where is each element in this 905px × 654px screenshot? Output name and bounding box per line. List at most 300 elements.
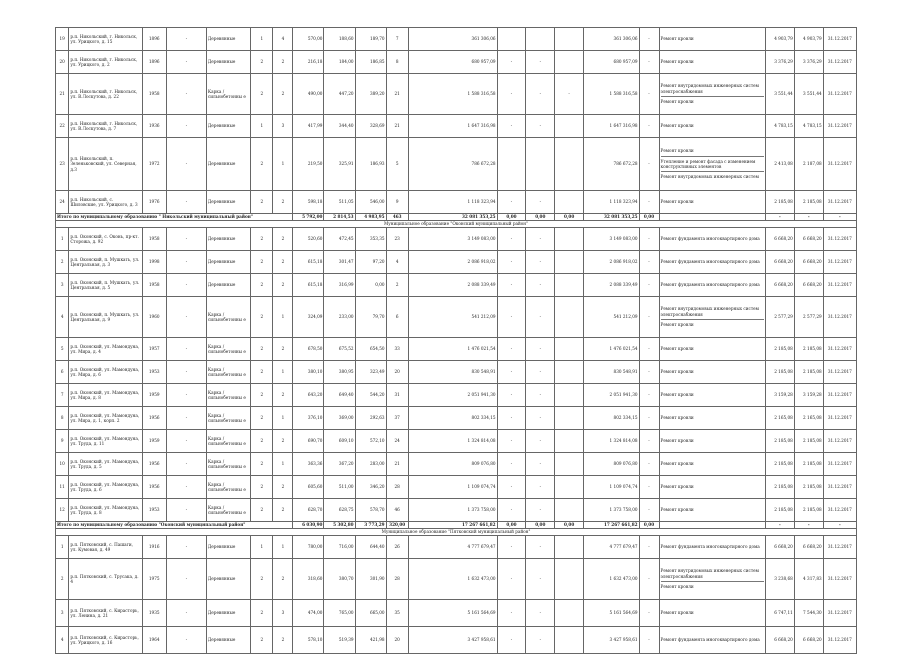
- empty-cell: -: [166, 74, 206, 115]
- unit-cost-cell: 3 551,44: [766, 74, 795, 115]
- total-area-cell: 216,18: [293, 51, 324, 74]
- cost-cell: 2 051 941,30: [408, 384, 497, 407]
- work-type: Ремонт кровли: [660, 438, 694, 444]
- total-area-cell: 605,60: [293, 476, 324, 499]
- year-cell: 1975: [142, 559, 166, 600]
- address-cell: р.п. Пятковский, с. Трусака, д. 4: [69, 559, 142, 600]
- wall-material-cell: Деревянные: [206, 536, 250, 559]
- residents-cell: 33: [386, 338, 408, 361]
- living-area-cell: 628,75: [324, 499, 355, 522]
- floors-cell: 2: [251, 274, 273, 297]
- total-area-cell: 363,36: [293, 453, 324, 476]
- year-cell: 1964: [142, 627, 166, 654]
- unit-cost-sum: -: [766, 214, 795, 221]
- other-fund-sum: 0,00: [639, 214, 659, 221]
- year-cell: 1953: [142, 499, 166, 522]
- empty-cell: -: [166, 499, 206, 522]
- total-area-cell: 324,09: [293, 297, 324, 338]
- private-area-sum: 4 983,95: [355, 214, 386, 221]
- cost-cell: 3 149 083,00: [408, 228, 497, 251]
- total-area-cell: 474,00: [293, 600, 324, 627]
- address-cell: р.п. Оконский, ул. Мамондуна, ул. Мира, д. 8: [69, 384, 142, 407]
- max-cost-cell: 2 185,08: [794, 191, 823, 214]
- unit-cost-cell: 2 185,08: [766, 476, 795, 499]
- address-cell: р.п. Никольский, с. Шиловские, ул. Урицкого, д. 3: [69, 191, 142, 214]
- floors-cell: 2: [251, 51, 273, 74]
- address-cell: р.п. Пятковский, с. Пашаги, ул. Кумовая, д. 49: [69, 536, 142, 559]
- table-body: [56, 28, 857, 654]
- unit-cost-cell: 6 668,20: [766, 627, 795, 654]
- owners-fund-cell: 1 632 473,00: [584, 559, 639, 600]
- deadline-cell: 31.12.2017: [823, 476, 856, 499]
- private-area-cell: 644,40: [355, 536, 386, 559]
- total-row: [56, 522, 857, 529]
- private-area-cell: 421,98: [355, 627, 386, 654]
- address-cell: р.п. Никольский, г. Никольск, ул. Урицкого, д. 2: [69, 51, 142, 74]
- wall-material-cell: Карка / сильнобетонны е: [206, 476, 250, 499]
- residents-cell: 21: [386, 115, 408, 138]
- fund-regional-cell: -: [526, 499, 555, 522]
- deadline-cell: 31.12.2017: [823, 274, 856, 297]
- empty-cell: -: [166, 407, 206, 430]
- unit-cost-cell: 3 159,28: [766, 384, 795, 407]
- table-row: [56, 600, 857, 627]
- entrances-cell: 2: [273, 338, 293, 361]
- living-area-cell: 301,47: [324, 251, 355, 274]
- owners-fund-cell: 2 086 918,02: [584, 251, 639, 274]
- cost-cell: 541 212,09: [408, 297, 497, 338]
- cost-cell: 830 548,91: [408, 361, 497, 384]
- max-cost-cell: 4 783,15: [794, 115, 823, 138]
- residents-cell: 20: [386, 361, 408, 384]
- fund-regional-cell: -: [526, 361, 555, 384]
- fund-federal-cell: -: [497, 51, 526, 74]
- deadline-cell: 31.12.2017: [823, 499, 856, 522]
- table-row: [56, 28, 857, 51]
- living-area-cell: 447,20: [324, 74, 355, 115]
- address-cell: р.п. Оконский, с. Оконь, пр-кт. Сторожа, д. 92: [69, 228, 142, 251]
- unit-cost-cell: 2 165,08: [766, 407, 795, 430]
- fund-regional-cell: -: [526, 338, 555, 361]
- address-cell: р.п. Оконский, п. Мушкать, ул. Центральная, д. 9: [69, 297, 142, 338]
- table-row: [56, 251, 857, 274]
- work-type: Ремонт кровли: [660, 484, 694, 490]
- empty-cell: -: [166, 28, 206, 51]
- floors-cell: 2: [251, 453, 273, 476]
- table-row: [56, 536, 857, 559]
- total-area-cell: 376,10: [293, 407, 324, 430]
- table-row: [56, 338, 857, 361]
- unit-cost-cell: 2 185,08: [766, 361, 795, 384]
- address-cell: р.п. Пятковский, с. Кирасторь, ул. Урицкого, д. 16: [69, 627, 142, 654]
- private-area-cell: 186,85: [355, 51, 386, 74]
- fund-local-cell: [555, 430, 584, 453]
- register-table: [55, 27, 857, 654]
- fund-local-cell: [555, 407, 584, 430]
- year-cell: 1959: [142, 430, 166, 453]
- other-fund-cell: -: [639, 28, 659, 51]
- fund-local-sum: 0,00: [555, 522, 584, 529]
- residents-sum: 320,00: [386, 522, 408, 529]
- fund-regional-cell: [526, 138, 555, 191]
- address-cell: р.п. Оконский, ул. Мамондуна, ул. Труда, д. 8: [69, 499, 142, 522]
- address-cell: р.п. Пятковский, с. Кирасторь, ул. Ленина, д. 21: [69, 600, 142, 627]
- fund-regional-cell: -: [526, 115, 555, 138]
- living-area-cell: 369,00: [324, 407, 355, 430]
- work-type: Ремонт кровли: [660, 123, 694, 129]
- address-cell: р.п. Оконский, ул. Мамондуна, ул. Мира, д. 1, корп. 2: [69, 407, 142, 430]
- empty-cell: -: [166, 476, 206, 499]
- residents-cell: 4: [386, 251, 408, 274]
- total-area-cell: 520,60: [293, 228, 324, 251]
- max-cost-cell: 7 544,30: [794, 600, 823, 627]
- empty-cell: -: [166, 297, 206, 338]
- owners-fund-cell: 680 957,09: [584, 51, 639, 74]
- max-cost-cell: 2 185,08: [794, 476, 823, 499]
- year-cell: 1976: [142, 191, 166, 214]
- fund-regional-cell: -: [526, 476, 555, 499]
- deadline-cell: 31.12.2017: [823, 74, 856, 115]
- year-cell: 1958: [142, 74, 166, 115]
- cost-cell: 5 161 564,69: [408, 600, 497, 627]
- other-fund-cell: -: [639, 536, 659, 559]
- fund-regional-cell: -: [526, 536, 555, 559]
- total-area-cell: 417,99: [293, 115, 324, 138]
- fund-federal-cell: -: [497, 251, 526, 274]
- other-fund-cell: -: [639, 407, 659, 430]
- floors-cell: 1: [251, 115, 273, 138]
- row-number: 11: [56, 476, 69, 499]
- owners-fund-cell: 5 161 564,69: [584, 600, 639, 627]
- wall-material-cell: Деревянные: [206, 115, 250, 138]
- fund-federal-cell: -: [497, 115, 526, 138]
- works-cell: [659, 499, 766, 522]
- works-cell: [659, 430, 766, 453]
- unit-cost-cell: 2 185,08: [766, 338, 795, 361]
- residents-cell: 5: [386, 138, 408, 191]
- deadline-sum: -: [823, 522, 856, 529]
- works-cell: [659, 453, 766, 476]
- living-area-cell: 325,91: [324, 138, 355, 191]
- deadline-cell: 31.12.2017: [823, 361, 856, 384]
- work-type: Ремонт кровли: [660, 36, 694, 42]
- floors-cell: 2: [251, 430, 273, 453]
- floors-cell: 2: [251, 138, 273, 191]
- residents-cell: 31: [386, 384, 408, 407]
- owners-fund-cell: 2 051 941,30: [584, 384, 639, 407]
- fund-local-cell: [555, 191, 584, 214]
- table-row: [56, 627, 857, 654]
- fund-regional-cell: [526, 28, 555, 51]
- other-fund-cell: -: [639, 115, 659, 138]
- cost-cell: 2 086 918,02: [408, 251, 497, 274]
- residents-cell: 21: [386, 453, 408, 476]
- row-number: 8: [56, 407, 69, 430]
- section-header: [56, 221, 857, 228]
- fund-regional-sum: 0,00: [526, 522, 555, 529]
- fund-local-cell: [555, 297, 584, 338]
- empty-cell: -: [166, 251, 206, 274]
- deadline-cell: 31.12.2017: [823, 251, 856, 274]
- residents-cell: 9: [386, 191, 408, 214]
- unit-cost-cell: 6 668,20: [766, 274, 795, 297]
- year-cell: 1958: [142, 228, 166, 251]
- deadline-cell: 31.12.2017: [823, 191, 856, 214]
- fund-federal-cell: -: [497, 338, 526, 361]
- floors-cell: 2: [251, 191, 273, 214]
- empty-cell: -: [166, 338, 206, 361]
- year-cell: 1896: [142, 28, 166, 51]
- cost-cell: 1 476 021,54: [408, 338, 497, 361]
- private-area-cell: 301,90: [355, 559, 386, 600]
- works-cell: [659, 28, 766, 51]
- work-type: Ремонт кровли: [660, 392, 694, 398]
- row-number: 4: [56, 297, 69, 338]
- floors-cell: 2: [251, 627, 273, 654]
- fund-regional-sum: 0,00: [526, 214, 555, 221]
- private-area-cell: 546,00: [355, 191, 386, 214]
- unit-cost-cell: 6 668,20: [766, 251, 795, 274]
- fund-federal-sum: 0,00: [497, 522, 526, 529]
- row-number: 9: [56, 430, 69, 453]
- entrances-cell: 3: [273, 115, 293, 138]
- cost-cell: 1 324 814,08: [408, 430, 497, 453]
- fund-federal-sum: 0,00: [497, 214, 526, 221]
- entrances-cell: 2: [273, 228, 293, 251]
- fund-regional-cell: -: [526, 251, 555, 274]
- works-cell: [659, 559, 766, 600]
- owners-fund-sum: 17 267 661,82: [584, 522, 639, 529]
- living-area-cell: 184,00: [324, 51, 355, 74]
- cost-cell: 3 427 958,61: [408, 627, 497, 654]
- unit-cost-cell: 2 185,08: [766, 191, 795, 214]
- deadline-cell: 31.12.2017: [823, 559, 856, 600]
- other-fund-cell: -: [639, 297, 659, 338]
- work-type: Ремонт фундамента многоквартирного дома: [660, 236, 760, 242]
- fund-regional-cell: -: [526, 384, 555, 407]
- private-area-cell: 328,69: [355, 115, 386, 138]
- work-type: Ремонт кровли: [661, 581, 765, 589]
- deadline-cell: 31.12.2017: [823, 600, 856, 627]
- residents-cell: 35: [386, 600, 408, 627]
- fund-regional-cell: -: [526, 74, 555, 115]
- work-type: Ремонт фундамента многоквартирного дома: [660, 282, 760, 288]
- entrances-cell: 1: [273, 536, 293, 559]
- year-cell: 1953: [142, 361, 166, 384]
- fund-regional-cell: -: [526, 600, 555, 627]
- fund-local-cell: [555, 361, 584, 384]
- total-area-cell: 780,00: [293, 536, 324, 559]
- deadline-cell: 31.12.2017: [823, 430, 856, 453]
- fund-federal-cell: -: [497, 297, 526, 338]
- fund-regional-cell: -: [526, 407, 555, 430]
- unit-cost-cell: 2 577,29: [766, 297, 795, 338]
- table-row: [56, 115, 857, 138]
- unit-cost-cell: 6 747,11: [766, 600, 795, 627]
- living-area-cell: 380,70: [324, 559, 355, 600]
- owners-fund-cell: 802 334,15: [584, 407, 639, 430]
- living-area-cell: 316,99: [324, 274, 355, 297]
- fund-local-cell: [555, 274, 584, 297]
- empty-cell: -: [166, 600, 206, 627]
- owners-fund-sum: 32 081 353,25: [584, 214, 639, 221]
- total-area-cell: 380,10: [293, 361, 324, 384]
- deadline-cell: 31.12.2017: [823, 228, 856, 251]
- address-cell: р.п. Оконский, ул. Мамондуна, ул. Труда, д. 11: [69, 430, 142, 453]
- works-cell: [659, 600, 766, 627]
- wall-material-cell: Деревянные: [206, 251, 250, 274]
- total-area-cell: 690,70: [293, 430, 324, 453]
- row-number: 3: [56, 600, 69, 627]
- fund-regional-cell: -: [526, 297, 555, 338]
- wall-material-cell: Деревянные: [206, 191, 250, 214]
- living-area-sum: 2 814,53: [324, 214, 355, 221]
- total-label: Итого по муниципальному образованию "Оконский муниципальный район": [56, 522, 293, 529]
- row-number: 20: [56, 51, 69, 74]
- table-row: [56, 191, 857, 214]
- total-area-sum: 6 030,90: [293, 522, 324, 529]
- private-area-cell: 572,10: [355, 430, 386, 453]
- living-area-cell: 649,40: [324, 384, 355, 407]
- owners-fund-cell: 2 088 339,49: [584, 274, 639, 297]
- year-cell: 1936: [142, 115, 166, 138]
- unit-cost-cell: 6 668,20: [766, 228, 795, 251]
- private-area-cell: 97,20: [355, 251, 386, 274]
- cost-cell: 802 334,15: [408, 407, 497, 430]
- fund-federal-cell: -: [497, 600, 526, 627]
- works-cell: [659, 338, 766, 361]
- empty-cell: -: [166, 115, 206, 138]
- empty-cell: -: [166, 274, 206, 297]
- floors-cell: 2: [251, 499, 273, 522]
- fund-regional-cell: -: [526, 559, 555, 600]
- wall-material-cell: Карка / сильнобетонны е: [206, 453, 250, 476]
- fund-local-cell: [555, 536, 584, 559]
- works-cell: [659, 536, 766, 559]
- max-cost-cell: 2 185,08: [794, 430, 823, 453]
- row-number: 1: [56, 228, 69, 251]
- row-number: 6: [56, 361, 69, 384]
- cost-cell: 786 672,28: [408, 138, 497, 191]
- empty-cell: -: [166, 536, 206, 559]
- work-type: Ремонт фундамента многоквартирного дома: [660, 637, 760, 643]
- row-number: 19: [56, 28, 69, 51]
- entrances-cell: 2: [273, 251, 293, 274]
- works-cell: [659, 251, 766, 274]
- residents-cell: 21: [386, 74, 408, 115]
- row-number: 5: [56, 338, 69, 361]
- private-area-cell: 389,20: [355, 74, 386, 115]
- floors-cell: 2: [251, 407, 273, 430]
- max-cost-cell: 2 185,08: [794, 361, 823, 384]
- unit-cost-cell: 2 185,08: [766, 499, 795, 522]
- fund-local-cell: [555, 338, 584, 361]
- row-number: 2: [56, 251, 69, 274]
- other-fund-cell: -: [639, 453, 659, 476]
- entrances-cell: 2: [273, 51, 293, 74]
- year-cell: 1916: [142, 536, 166, 559]
- fund-regional-cell: -: [526, 228, 555, 251]
- owners-fund-cell: 1 588 316,58: [584, 74, 639, 115]
- year-cell: 1957: [142, 338, 166, 361]
- total-area-cell: 578,10: [293, 627, 324, 654]
- entrances-cell: 3: [273, 600, 293, 627]
- work-type: Ремонт кровли: [660, 610, 694, 616]
- owners-fund-cell: 3 149 083,00: [584, 228, 639, 251]
- fund-local-cell: [555, 476, 584, 499]
- max-cost-cell: 2 165,08: [794, 407, 823, 430]
- private-area-cell: 292,63: [355, 407, 386, 430]
- fund-federal-cell: -: [497, 627, 526, 654]
- empty-cell: -: [166, 228, 206, 251]
- fund-federal-cell: -: [497, 191, 526, 214]
- entrances-cell: 2: [273, 499, 293, 522]
- work-type: Ремонт фундамента многоквартирного дома: [660, 259, 760, 265]
- private-area-cell: 0,00: [355, 274, 386, 297]
- fund-federal-cell: -: [497, 430, 526, 453]
- empty-cell: -: [166, 453, 206, 476]
- work-type: Ремонт кровли: [661, 96, 765, 104]
- fund-federal-cell: [497, 28, 526, 51]
- residents-cell: 24: [386, 430, 408, 453]
- residents-cell: 2: [386, 274, 408, 297]
- residents-cell: 46: [386, 499, 408, 522]
- total-area-cell: 219,50: [293, 138, 324, 191]
- deadline-cell: 31.12.2017: [823, 138, 856, 191]
- address-cell: р.п. Оконский, п. Мушкать, ул. Центральная, д. 5: [69, 274, 142, 297]
- max-cost-cell: 2 185,08: [794, 499, 823, 522]
- fund-regional-cell: -: [526, 274, 555, 297]
- fund-local-cell: [555, 559, 584, 600]
- owners-fund-cell: 1 647 316,98: [584, 115, 639, 138]
- year-cell: 1998: [142, 251, 166, 274]
- year-cell: 1956: [142, 407, 166, 430]
- deadline-cell: 31.12.2017: [823, 453, 856, 476]
- year-cell: 1896: [142, 51, 166, 74]
- fund-federal-cell: -: [497, 536, 526, 559]
- owners-fund-cell: 786 672,28: [584, 138, 639, 191]
- cost-cell: 1 373 758,00: [408, 499, 497, 522]
- deadline-cell: 31.12.2017: [823, 407, 856, 430]
- residents-cell: 6: [386, 297, 408, 338]
- total-area-cell: 318,60: [293, 559, 324, 600]
- private-area-cell: 353,35: [355, 228, 386, 251]
- table-row: [56, 430, 857, 453]
- fund-local-cell: [555, 228, 584, 251]
- fund-local-cell: [555, 627, 584, 654]
- work-type: Ремонт кровли: [660, 59, 694, 65]
- table-row: [56, 74, 857, 115]
- work-type: Ремонт кровли: [660, 369, 694, 375]
- address-cell: р.п. Оконский, ул. Мамондуна, ул. Труда, д. 6: [69, 476, 142, 499]
- floors-cell: 2: [251, 600, 273, 627]
- total-area-cell: 615,18: [293, 274, 324, 297]
- entrances-cell: 2: [273, 74, 293, 115]
- total-area-cell: 490,00: [293, 74, 324, 115]
- fund-regional-cell: -: [526, 51, 555, 74]
- owners-fund-cell: 361 306,06: [584, 28, 639, 51]
- work-type: Ремонт внутридомовых инженерных систем электроснабжения: [660, 306, 759, 317]
- living-area-cell: 472,45: [324, 228, 355, 251]
- fund-regional-cell: -: [526, 430, 555, 453]
- max-cost-cell: 6 668,20: [794, 251, 823, 274]
- living-area-cell: 233,00: [324, 297, 355, 338]
- residents-cell: 23: [386, 228, 408, 251]
- entrances-cell: 2: [273, 384, 293, 407]
- entrances-cell: 2: [273, 476, 293, 499]
- deadline-cell: 31.12.2017: [823, 115, 856, 138]
- year-cell: 1972: [142, 138, 166, 191]
